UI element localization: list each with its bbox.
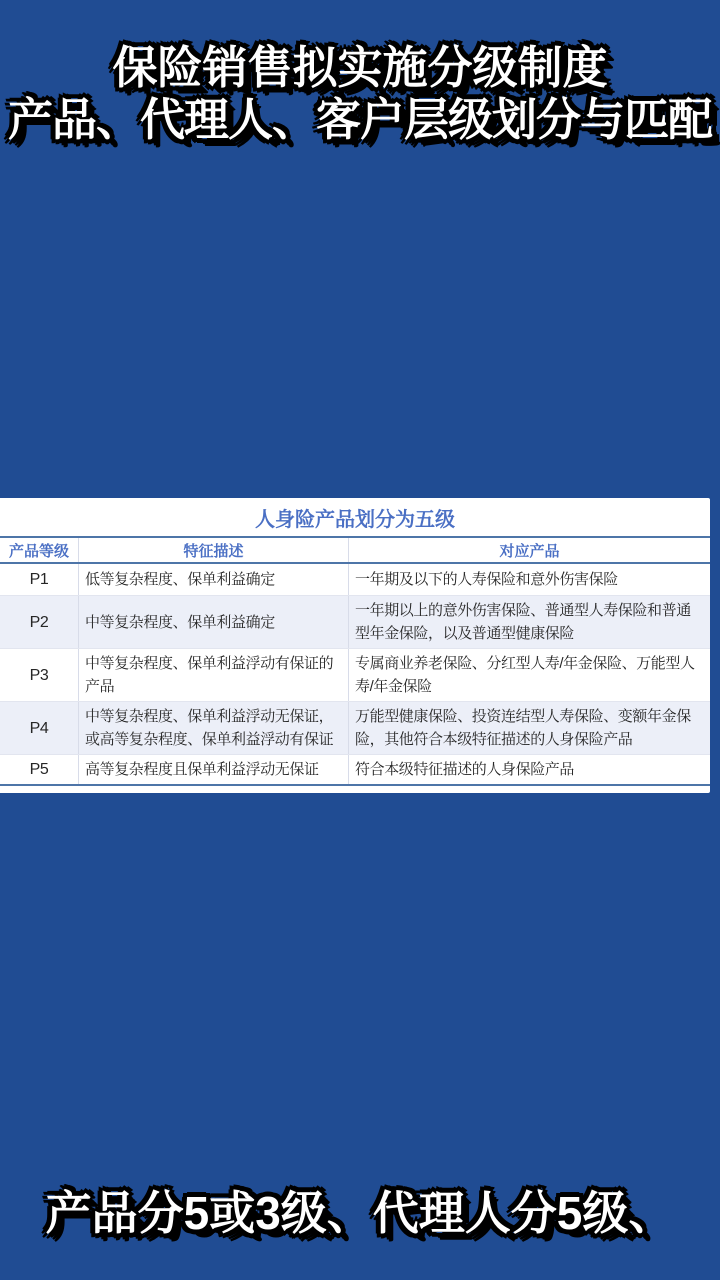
feature-cell: 高等复杂程度且保单利益浮动无保证 bbox=[78, 755, 348, 784]
products-cell: 万能型健康保险、投资连结型人寿保险、变额年金保险，其他符合本级特征描述的人身保险产品 bbox=[348, 702, 710, 754]
products-cell: 一年期及以下的人寿保险和意外伤害保险 bbox=[348, 564, 710, 595]
products-cell: 符合本级特征描述的人身保险产品 bbox=[348, 755, 710, 784]
table-row bbox=[0, 595, 710, 648]
table-row bbox=[0, 754, 710, 784]
headline-line-2: 产品、代理人、客户层级划分与匹配 bbox=[7, 94, 712, 145]
table-title: 人身险产品划分为五级 bbox=[0, 498, 710, 538]
footer-caption: 产品分5或3级、代理人分5级、 bbox=[45, 1187, 675, 1239]
column-header-feature: 特征描述 bbox=[78, 538, 348, 562]
feature-cell: 低等复杂程度、保单利益确定 bbox=[78, 564, 348, 595]
table-header-row bbox=[0, 538, 710, 564]
feature-cell: 中等复杂程度、保单利益确定 bbox=[78, 596, 348, 648]
products-cell: 专属商业养老保险、分红型人寿/年金保险、万能型人寿/年金保险 bbox=[348, 649, 710, 701]
level-cell: P1 bbox=[29, 571, 49, 588]
column-header-product-level: 产品等级 bbox=[8, 542, 69, 560]
level-cell: P3 bbox=[29, 666, 49, 684]
column-header-products: 对应产品 bbox=[348, 538, 710, 562]
table-row bbox=[0, 564, 710, 595]
feature-cell: 中等复杂程度、保单利益浮动有保证的产品 bbox=[78, 649, 348, 701]
level-cell: P2 bbox=[29, 613, 49, 631]
level-cell: P4 bbox=[29, 719, 49, 737]
product-grading-table bbox=[0, 498, 710, 793]
headline-line-1: 保险销售拟实施分级制度 bbox=[112, 42, 608, 93]
table-bottom-border bbox=[0, 784, 710, 793]
products-cell: 一年期以上的意外伤害保险、普通型人寿保险和普通型年金保险，以及普通型健康保险 bbox=[348, 596, 710, 648]
table-row bbox=[0, 648, 710, 701]
level-cell: P5 bbox=[29, 761, 49, 778]
table-row bbox=[0, 701, 710, 754]
headline bbox=[0, 42, 720, 146]
feature-cell: 中等复杂程度、保单利益浮动无保证，或高等复杂程度、保单利益浮动有保证 bbox=[78, 702, 348, 754]
